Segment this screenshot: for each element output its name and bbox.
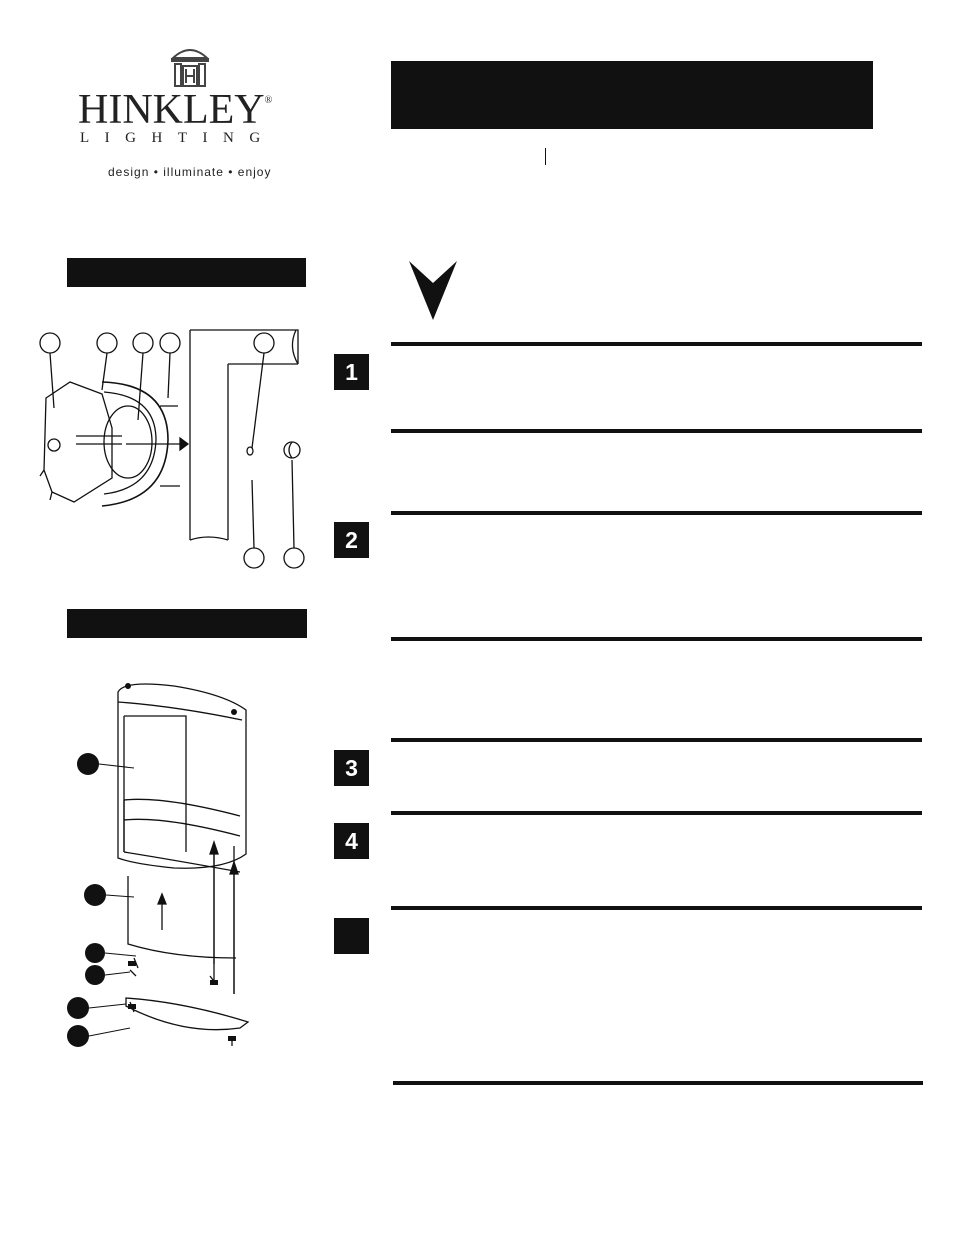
step-2-badge: 2	[334, 522, 369, 558]
lantern-logo-icon	[165, 44, 215, 90]
step-5-badge	[334, 918, 369, 954]
step-4-badge: 4	[334, 823, 369, 859]
step-3-badge: 3	[334, 750, 369, 786]
rule-8	[393, 1081, 923, 1085]
step-1-badge: 1	[334, 354, 369, 390]
rule-5	[391, 738, 922, 742]
brand-sub: LIGHTING	[80, 130, 276, 146]
down-arrow-warning-icon	[409, 261, 458, 321]
rule-4	[391, 637, 922, 641]
rule-3	[391, 511, 922, 515]
divider-tick	[545, 148, 546, 165]
mounting-diagram	[30, 320, 310, 575]
rule-7	[391, 906, 922, 910]
rule-1	[391, 342, 922, 346]
section-bar-assembly	[67, 609, 307, 638]
registered-mark: ®	[264, 95, 273, 106]
rule-2	[391, 429, 922, 433]
section-bar-mounting	[67, 258, 306, 287]
brand-tagline: design • illuminate • enjoy	[108, 165, 272, 179]
brand-name: HINKLEY®	[78, 87, 273, 133]
title-bar	[391, 61, 873, 129]
assembly-diagram	[64, 676, 274, 1054]
rule-6	[391, 811, 922, 815]
